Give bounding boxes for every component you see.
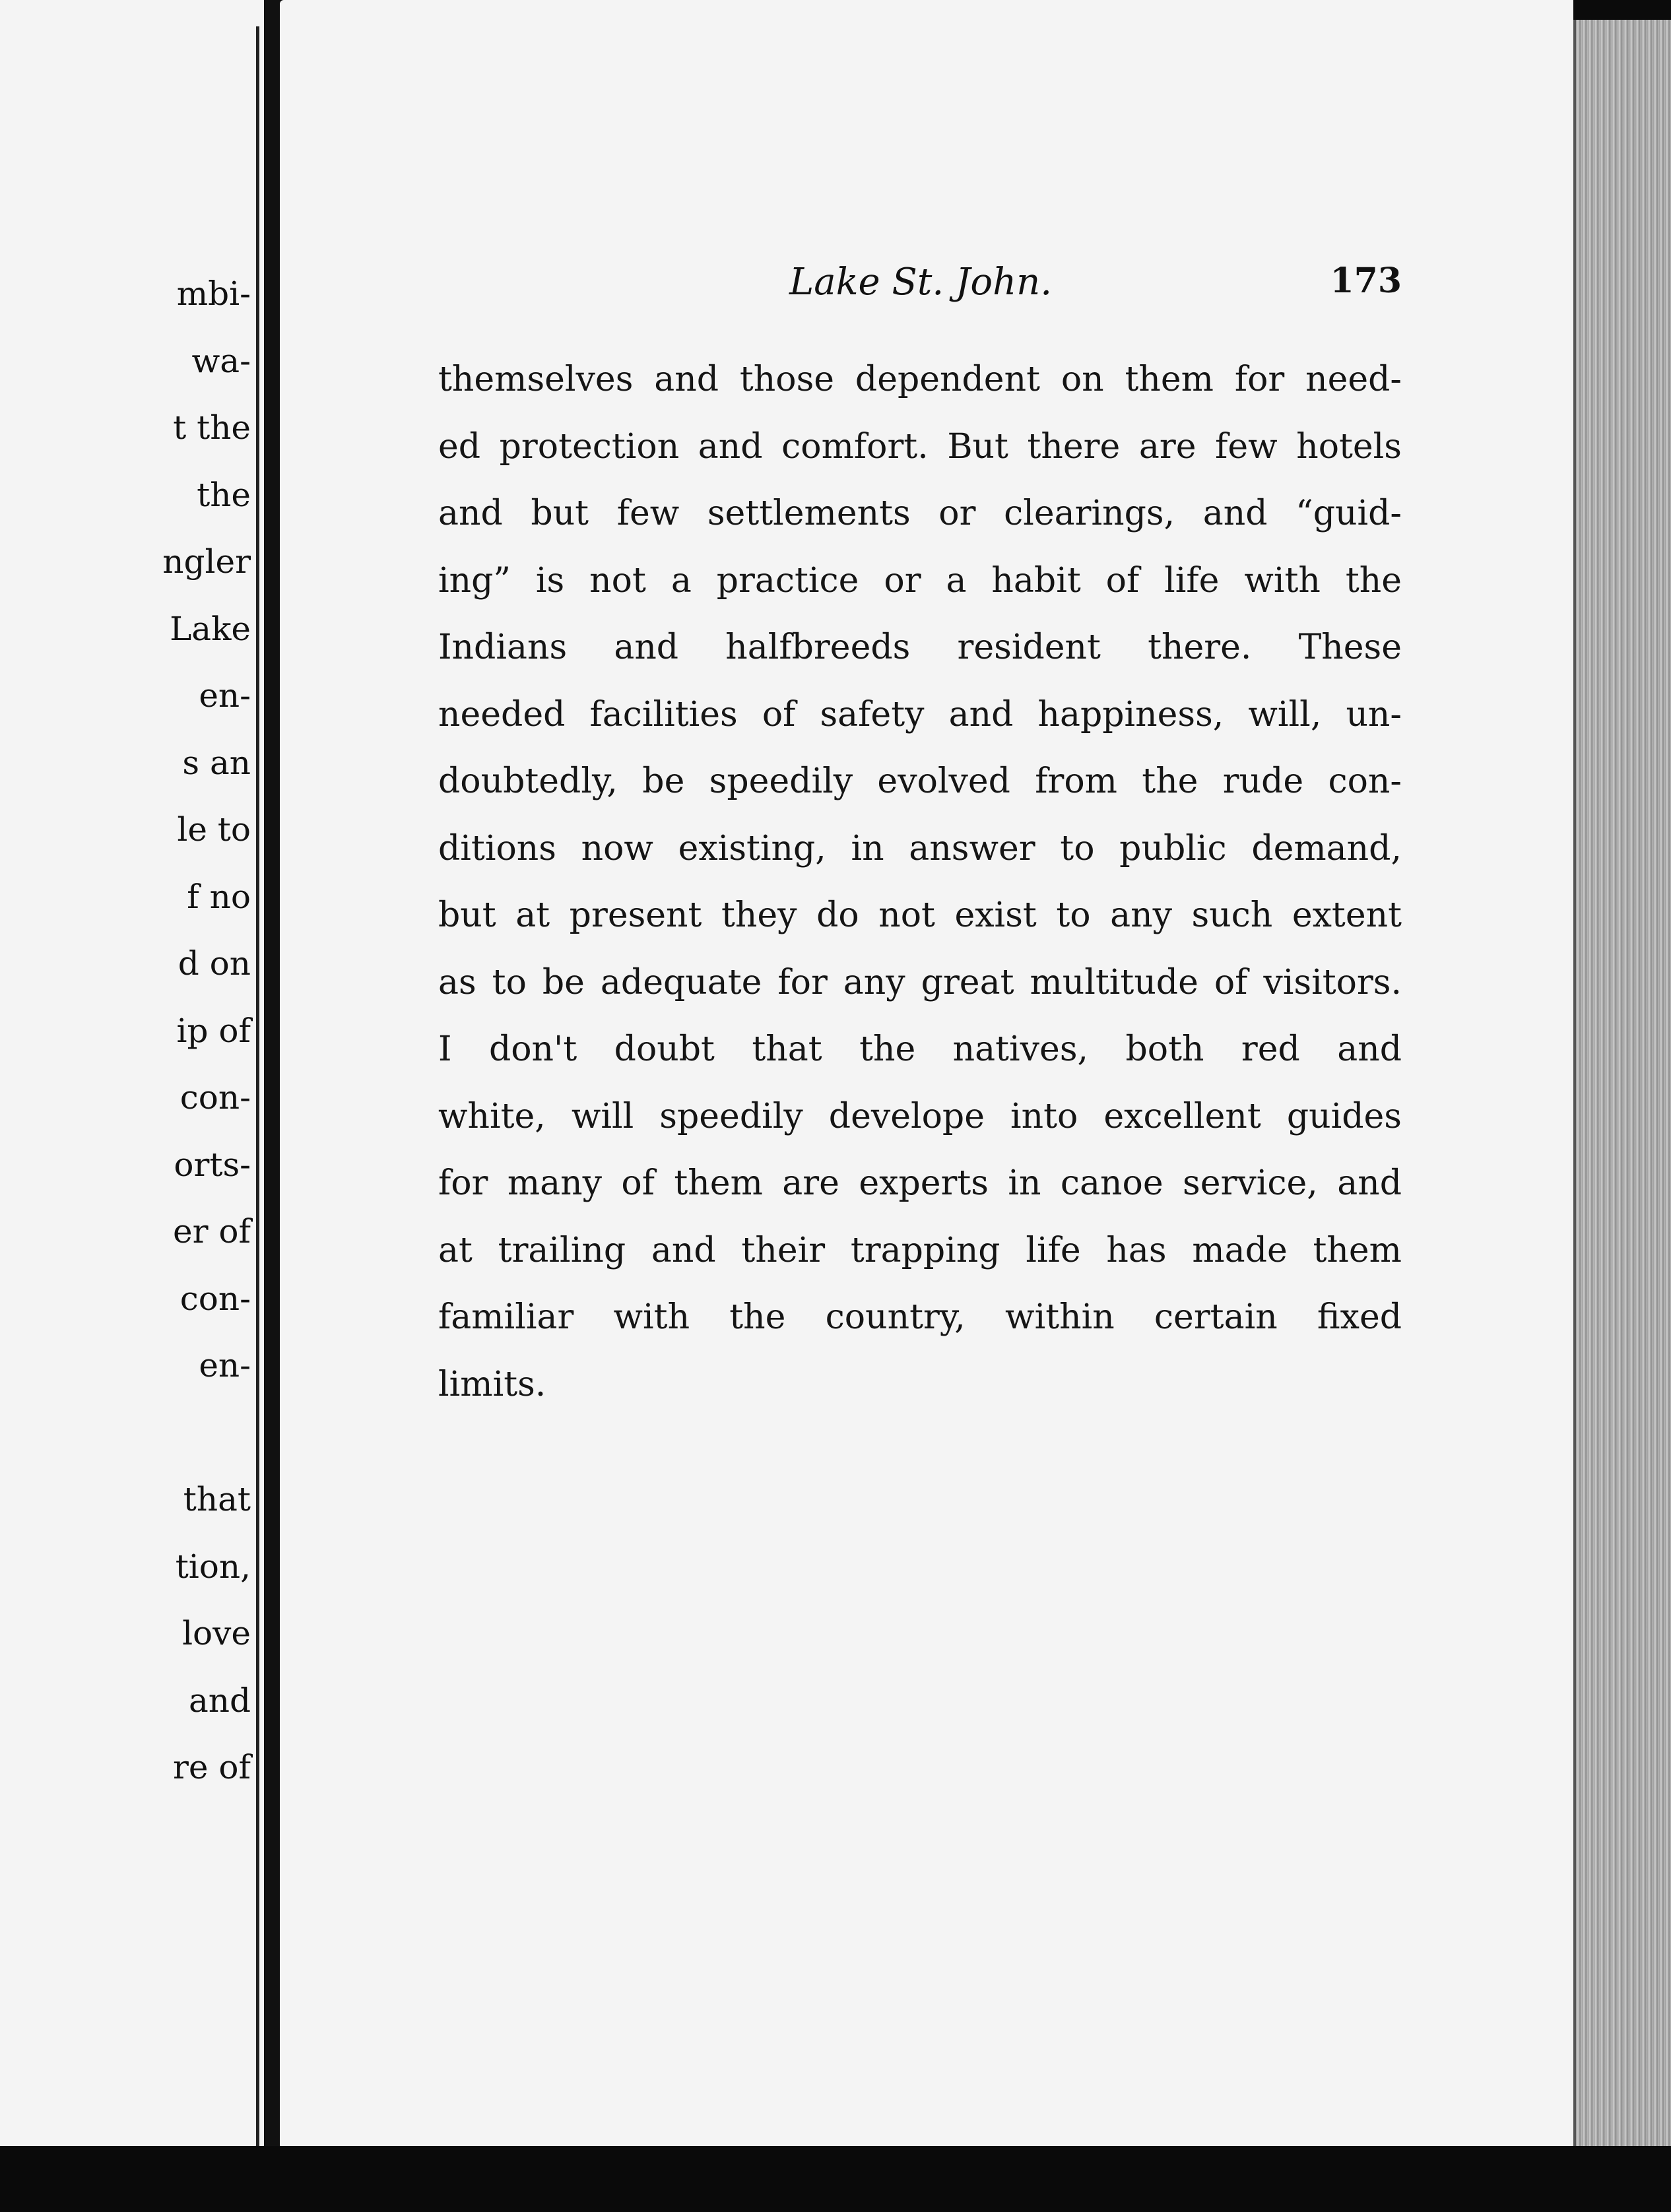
text-line: I don't doubt that the natives, both red and: [438, 1029, 1402, 1069]
text-line: ditions now existing, in answer to public demand,: [438, 828, 1402, 868]
left-fragment: ip of: [176, 1011, 251, 1050]
left-fragment: tion,: [175, 1547, 251, 1586]
running-head: Lake St. John.: [789, 261, 1053, 304]
text-line: white, will speedily develope into excellent guides: [438, 1096, 1402, 1136]
body-paragraph: [438, 346, 1402, 1418]
left-fragment: wa-: [191, 341, 251, 380]
text-line: for many of them are experts in canoe service, and: [438, 1163, 1402, 1203]
left-fragment-gap: [162, 1400, 251, 1467]
left-fragment: d on: [178, 944, 251, 983]
left-fragment: f no: [187, 877, 251, 916]
left-fragment: con-: [180, 1078, 251, 1117]
left-fragment: con-: [180, 1279, 251, 1318]
left-fragment: that: [183, 1480, 251, 1518]
left-gutter-crease: [256, 26, 259, 2171]
page-edges: [1573, 20, 1671, 2164]
left-fragment: orts-: [174, 1145, 251, 1184]
left-fragment: love: [182, 1614, 251, 1652]
text-line: ing” is not a practice or a habit of life with the: [438, 560, 1402, 601]
left-fragment: ngler: [162, 542, 251, 581]
page-number: 173: [1330, 261, 1402, 301]
left-fragment: en-: [199, 676, 251, 715]
left-fragment: le to: [177, 810, 251, 849]
text-line: familiar with the country, within certain fixed: [438, 1297, 1402, 1337]
text-line: needed facilities of safety and happiness, will, un-: [438, 694, 1402, 734]
text-line: limits.: [438, 1364, 546, 1404]
left-fragment: er of: [173, 1212, 251, 1251]
book-gutter: [264, 0, 280, 2212]
left-page: [0, 0, 264, 2212]
text-line: and but few settlements or clearings, and “guid-: [438, 494, 1402, 533]
text-line: at trailing and their trapping life has made them: [438, 1230, 1402, 1270]
left-fragment: and: [188, 1681, 251, 1720]
left-fragment: s an: [182, 743, 251, 782]
left-fragment: Lake: [170, 609, 251, 648]
left-fragment: en-: [199, 1346, 251, 1384]
left-fragment: t the: [173, 408, 251, 447]
left-page-text-fragments: [162, 261, 251, 1802]
text-line: as to be adequate for any great multitude of visitors.: [438, 962, 1402, 1002]
text-line: Indians and halfbreeds resident there. These: [438, 628, 1402, 667]
page-header: [280, 261, 1402, 313]
text-line: themselves and those dependent on them for need-: [438, 360, 1402, 399]
left-fragment: re of: [173, 1748, 251, 1786]
scan-bottom-shadow: [0, 2146, 1671, 2212]
left-fragment: the: [197, 475, 251, 514]
left-fragment: mbi-: [176, 275, 251, 313]
text-line: ed protection and comfort. But there are few hotels: [438, 426, 1402, 467]
text-line: but at present they do not exist to any such extent: [438, 895, 1402, 935]
text-line: doubtedly, be speedily evolved from the rude con-: [438, 762, 1402, 801]
